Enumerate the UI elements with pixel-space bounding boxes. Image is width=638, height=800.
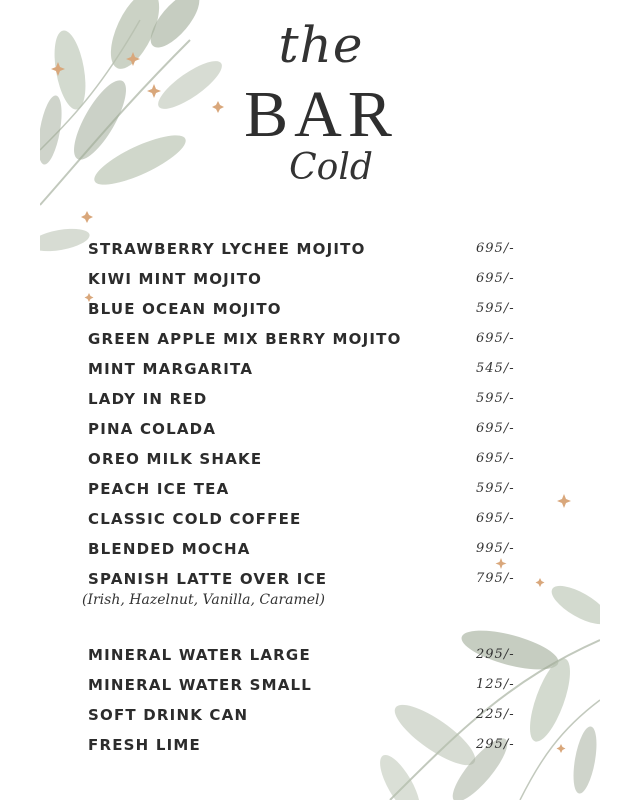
menu-item-name: BLUE OCEAN MOJITO: [88, 300, 282, 318]
menu-item-price: 545/-: [476, 361, 515, 376]
menu-item-name: PEACH ICE TEA: [88, 480, 230, 498]
menu-item-price: 795/-: [476, 571, 515, 586]
menu-item: [88, 704, 548, 734]
menu-item-name: STRAWBERRY LYCHEE MOJITO: [88, 240, 366, 258]
menu-item-price: 225/-: [476, 707, 515, 722]
menu-item: [88, 734, 548, 764]
menu-item-name: MINT MARGARITA: [88, 360, 254, 378]
menu-item: [88, 418, 548, 448]
menu-item: [88, 508, 548, 538]
menu-list: [82, 238, 548, 764]
leaf-branch-top-left-icon: [40, 0, 228, 255]
menu-item-price: 695/-: [476, 451, 515, 466]
menu-item: [88, 238, 548, 268]
menu-item: [88, 268, 548, 298]
menu-item: [88, 448, 548, 478]
title-subtitle-cold: Cold: [289, 147, 373, 188]
menu-item-name: SPANISH LATTE OVER ICE: [88, 570, 328, 588]
menu-item-price: 695/-: [476, 421, 515, 436]
menu-item: [88, 674, 548, 704]
menu-item-price: 995/-: [476, 541, 515, 556]
menu-item-price: 295/-: [476, 737, 515, 752]
menu-item: [88, 298, 548, 328]
menu-item-name: GREEN APPLE MIX BERRY MOJITO: [88, 330, 402, 348]
menu-item-note: (Irish, Hazelnut, Vanilla, Caramel): [82, 592, 325, 608]
menu-item: [88, 388, 548, 418]
menu-item-price: 295/-: [476, 647, 515, 662]
menu-item: [88, 538, 548, 568]
menu-item-name: BLENDED MOCHA: [88, 540, 251, 558]
menu-item: [88, 644, 548, 674]
menu-item-price: 695/-: [476, 331, 515, 346]
menu-item-price: 595/-: [476, 481, 515, 496]
menu-item: [88, 478, 548, 508]
menu-item: [88, 358, 548, 388]
title-the: the: [278, 16, 364, 74]
menu-item-name: MINERAL WATER SMALL: [88, 676, 313, 694]
menu-item-name: CLASSIC COLD COFFEE: [88, 510, 302, 528]
menu-item-price: 695/-: [476, 271, 515, 286]
menu-item-price: 695/-: [476, 511, 515, 526]
menu-item: [82, 568, 548, 608]
menu-item-name: KIWI MINT MOJITO: [88, 270, 263, 288]
menu-item: [88, 328, 548, 358]
menu-item-price: 695/-: [476, 241, 515, 256]
page-title: BAR: [244, 78, 398, 151]
menu-item-name: PINA COLADA: [88, 420, 217, 438]
menu-item-price: 125/-: [476, 677, 515, 692]
menu-item-price: 595/-: [476, 301, 515, 316]
menu-item-name: OREO MILK SHAKE: [88, 450, 263, 468]
menu-item-name: FRESH LIME: [88, 736, 201, 754]
menu-item-name: SOFT DRINK CAN: [88, 706, 249, 724]
menu-item-name: LADY IN RED: [88, 390, 208, 408]
menu-page: [40, 0, 600, 800]
menu-item-price: 595/-: [476, 391, 515, 406]
menu-item-name: MINERAL WATER LARGE: [88, 646, 311, 664]
